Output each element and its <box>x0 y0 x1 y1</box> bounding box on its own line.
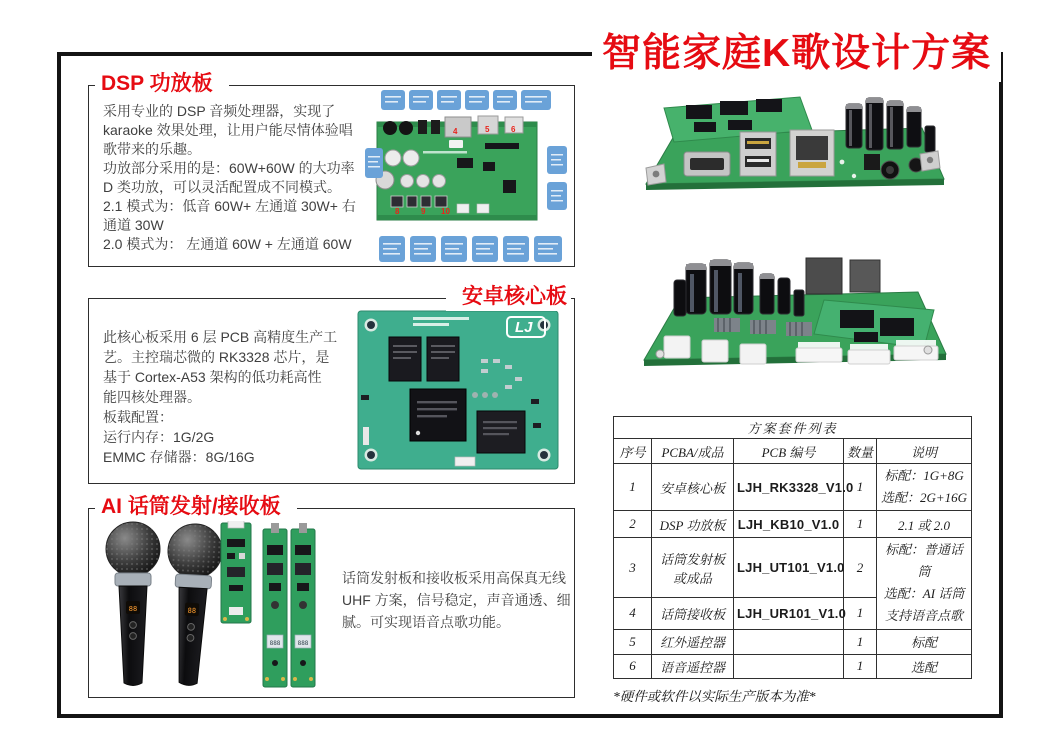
table-header-cell: 序号 <box>614 439 652 464</box>
desc-line: 选配：AI 话筒 <box>883 586 965 602</box>
text-line: karaoke 效果处理，让用户能尽情体验唱 <box>103 122 353 138</box>
text-line: 腻。可实现语音点歌功能。 <box>342 614 510 630</box>
desc-line: 标配：普通话筒 <box>885 542 964 580</box>
text-line: 歌带来的乐趣。 <box>103 141 201 157</box>
text-line: 艺。主控瑞芯微的 RK3328 芯片，是 <box>103 349 330 365</box>
table-cell: 2.1 或 2.0 <box>877 511 972 538</box>
section-heading-mic: AI 话筒发射/接收板 <box>95 493 297 521</box>
table-cell: 4 <box>614 598 652 629</box>
kit-table <box>613 416 972 679</box>
section-android-core-board <box>88 285 575 484</box>
text-line: 采用专业的 DSP 音频处理器，实现了 <box>103 103 336 119</box>
port-number-label: 4 <box>453 127 458 136</box>
table-cell: 6 <box>614 654 652 678</box>
table-cell: 1 <box>844 629 877 654</box>
table-header-cell: PCBA/成品 <box>652 439 734 464</box>
svg-text:888: 888 <box>297 640 309 647</box>
dsp-pcb <box>376 116 537 220</box>
text-line: EMMC 存储器：8G/16G <box>103 449 255 465</box>
desc-line: 支持语音点歌 <box>885 608 964 624</box>
table-header-cell: 数量 <box>844 439 877 464</box>
text-line: 能四核处理器。 <box>103 389 201 405</box>
table-cell: 1 <box>844 654 877 678</box>
section-heading-dsp: DSP 功放板 <box>95 70 229 98</box>
callout-label-right <box>547 146 567 174</box>
svg-text:88: 88 <box>187 606 197 616</box>
ethernet-port <box>790 130 834 176</box>
table-row <box>614 654 972 678</box>
table-cell: 1 <box>844 464 877 511</box>
text-line: UHF 方案，信号稳定，声音通透、细 <box>342 592 571 608</box>
table-caption: 方案套件列表 <box>614 417 972 439</box>
table-header-cell: PCB 编号 <box>734 439 844 464</box>
wireless-microphones-photo <box>95 517 237 692</box>
port-number-label: 5 <box>485 125 490 134</box>
text-line: 通道 30W <box>103 217 164 233</box>
table-row <box>614 464 972 511</box>
text-line: 话筒发射板和接收板采用高保真无线 <box>342 570 566 586</box>
table-cell: 5 <box>614 629 652 654</box>
rk3328-soc-chip <box>410 389 466 441</box>
table-cell <box>734 629 844 654</box>
table-cell: 话筒接收板 <box>652 598 734 629</box>
microphone <box>161 523 223 687</box>
svg-text:LJ: LJ <box>515 319 533 336</box>
desc-line: 标配：1G+8G <box>884 468 964 483</box>
text-line: 板载配置： <box>103 409 173 425</box>
mic-description <box>342 567 571 633</box>
port-number-label: 10 <box>441 207 450 216</box>
table-row <box>614 538 972 598</box>
table-cell: LJH_KB10_V1.0 <box>734 511 844 538</box>
dsp-description <box>103 102 356 254</box>
table-footnote: *硬件或软件以实际生产版本为准* <box>613 688 816 704</box>
android-description <box>103 327 337 467</box>
capacitors <box>674 260 804 316</box>
table-cell: 安卓核心板 <box>652 464 734 511</box>
mainboard-front-photo <box>628 88 958 206</box>
amplifier-board-side-photo <box>628 250 958 378</box>
table-cell: 1 <box>614 464 652 511</box>
text-line: 运行内存：1G/2G <box>103 429 215 445</box>
table-cell: 标配 <box>877 629 972 654</box>
text-line: 此核心板采用 6 层 PCB 高精度生产工 <box>103 329 338 345</box>
text-line: 基于 Cortex-A53 架构的低功耗高性 <box>103 369 322 385</box>
table-cell: 选配 <box>877 654 972 678</box>
table-row <box>614 511 972 538</box>
callout-labels-bottom <box>379 236 562 262</box>
table-cell: LJH_RK3328_V1.0 <box>734 464 844 511</box>
section-ai-mic-boards <box>88 495 575 698</box>
text-line: D 类功放，可以灵活配置成不同模式。 <box>103 179 341 195</box>
table-cell: 2 <box>614 511 652 538</box>
port-number-label: 9 <box>421 207 426 216</box>
table-header-cell: 说明 <box>877 439 972 464</box>
emmc-chip <box>477 411 525 453</box>
table-cell: 话筒发射板或成品 <box>652 538 734 598</box>
table-cell <box>734 654 844 678</box>
section-dsp-amp-board <box>88 72 575 267</box>
hdmi-port <box>684 152 730 176</box>
table-cell: 1 <box>844 511 877 538</box>
table-cell: LJH_UT101_V1.0 <box>734 538 844 598</box>
table-cell: 3 <box>614 538 652 598</box>
callout-labels-top <box>381 90 551 110</box>
table-cell: 1 <box>844 598 877 629</box>
usb-ports <box>740 132 776 176</box>
tx-pcb-strip <box>221 518 251 623</box>
table-cell: DSP 功放板 <box>652 511 734 538</box>
rear-ports <box>806 258 880 294</box>
table-cell-merged <box>877 538 972 629</box>
callout-label-left <box>365 148 383 178</box>
text-line: 功放部分采用的是：60W+60W 的大功率 <box>103 160 355 176</box>
svg-text:888: 888 <box>269 640 281 647</box>
port-number-label: 6 <box>511 125 516 134</box>
section-heading-android: 安卓核心板 <box>446 283 571 311</box>
text-line: 2.0 模式为： 左通道 60W + 左通道 60W <box>103 236 352 252</box>
table-row <box>614 629 972 654</box>
callout-label-right <box>547 182 567 210</box>
table-cell: 红外遥控器 <box>652 629 734 654</box>
rx-pcb-strip <box>291 523 315 687</box>
table-cell <box>877 464 972 511</box>
page-title: 智能家庭K歌设计方案 <box>592 22 1001 82</box>
table-cell: 语音遥控器 <box>652 654 734 678</box>
android-core-board-photo <box>355 307 562 475</box>
desc-line: 选配：2G+16G <box>881 490 968 506</box>
text-line: 2.1 模式为：低音 60W+ 左通道 30W+ 右 <box>103 198 356 214</box>
svg-text:88: 88 <box>128 605 138 613</box>
table-cell: LJH_UR101_V1.0 <box>734 598 844 629</box>
table-cell: 2 <box>844 538 877 598</box>
kit-table-wrap <box>613 416 971 705</box>
mic-tx-rx-pcb-strips-photo <box>219 515 319 693</box>
dsp-board-annotated-photo <box>365 88 567 264</box>
port-number-label: 8 <box>395 207 400 216</box>
microphone <box>106 522 160 686</box>
rx-pcb-strip <box>263 523 287 687</box>
